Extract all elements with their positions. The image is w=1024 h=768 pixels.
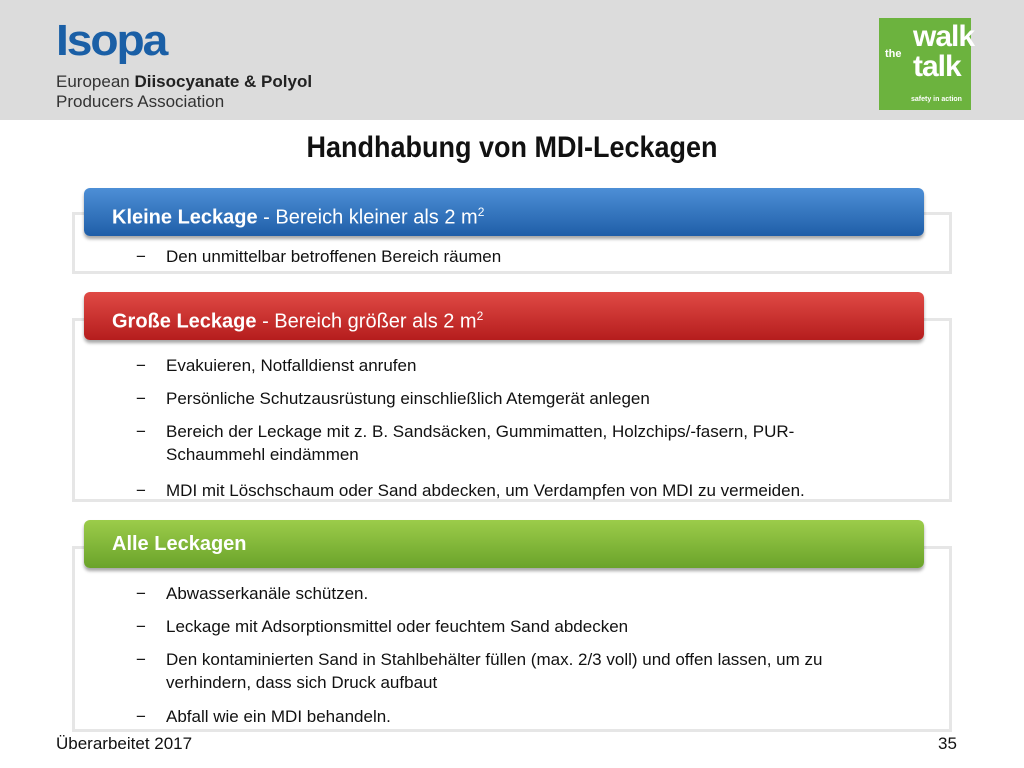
section-heading-bold: Große Leckage bbox=[112, 310, 257, 333]
slide-title: Handhabung von MDI-Leckagen bbox=[306, 130, 718, 164]
list-item-text: MDI mit Löschschaum oder Sand abdecken, um Verdampfen von MDI zu vermeiden. bbox=[166, 481, 805, 500]
list-item bbox=[136, 420, 876, 466]
dash-marker: − bbox=[136, 481, 146, 500]
isopa-logo: Isopa bbox=[56, 16, 167, 65]
badge-the: the bbox=[885, 48, 902, 60]
org-name-prefix: European bbox=[56, 72, 135, 91]
dash-marker: − bbox=[136, 247, 146, 266]
dash-marker: − bbox=[136, 356, 146, 375]
list-item-text: Abwasserkanäle schützen. bbox=[166, 584, 369, 603]
walk-the-talk-logo bbox=[879, 18, 975, 110]
section-heading-bold: Alle Leckagen bbox=[112, 533, 247, 555]
dash-marker: − bbox=[136, 617, 146, 636]
dash-marker: − bbox=[136, 389, 146, 408]
list-item bbox=[136, 582, 876, 605]
list-item-text: Bereich der Leckage mit z. B. Sandsäcken, Gummimatten, Holzchips/-fasern, PUR-Schaummehl eindämmen bbox=[166, 422, 795, 464]
org-name-line1 bbox=[56, 72, 312, 92]
section-large-leak-header bbox=[84, 292, 924, 340]
dash-marker: − bbox=[136, 707, 146, 726]
section-all-leaks-header bbox=[84, 520, 924, 568]
section-small-leak-header bbox=[84, 188, 924, 236]
badge-tagline: safety in action bbox=[911, 96, 962, 103]
org-name-line2: Producers Association bbox=[56, 92, 225, 111]
badge-talk: talk bbox=[913, 50, 961, 83]
dash-marker: − bbox=[136, 584, 146, 603]
dash-marker: − bbox=[136, 422, 146, 441]
list-item-text: Abfall wie ein MDI behandeln. bbox=[166, 707, 391, 726]
list-item bbox=[136, 648, 876, 694]
list-item-text: Persönliche Schutzausrüstung einschließlich Atemgerät anlegen bbox=[166, 389, 650, 408]
section-heading-rest: - Bereich kleiner als 2 m bbox=[257, 206, 478, 229]
section-heading-rest: - Bereich größer als 2 m bbox=[256, 310, 477, 333]
page-number: 35 bbox=[938, 734, 957, 753]
section-heading-sup: 2 bbox=[477, 205, 485, 219]
header-band bbox=[0, 0, 1024, 120]
section-large-leak-box bbox=[72, 318, 952, 502]
list-item-text: Den kontaminierten Sand in Stahlbehälter füllen (max. 2/3 voll) und offen lassen, um zu verhindern, dass sich Druck aufbaut bbox=[166, 650, 823, 692]
list-item bbox=[136, 354, 876, 377]
org-name-bold: Diisocyanate & Polyol bbox=[134, 72, 313, 91]
list-item bbox=[136, 479, 876, 502]
section-heading-bold: Kleine Leckage bbox=[112, 206, 258, 229]
list-item-text: Evakuieren, Notfalldienst anrufen bbox=[166, 356, 417, 375]
list-item bbox=[136, 615, 876, 638]
list-item-text: Leckage mit Adsorptionsmittel oder feuchtem Sand abdecken bbox=[166, 617, 629, 636]
list-item-text: Den unmittelbar betroffenen Bereich räumen bbox=[166, 247, 502, 266]
list-item bbox=[136, 387, 876, 410]
section-heading-sup: 2 bbox=[476, 309, 484, 323]
dash-marker: − bbox=[136, 650, 146, 669]
list-item bbox=[136, 705, 876, 728]
badge-walk: walk bbox=[913, 20, 975, 53]
footer-revision: Überarbeitet 2017 bbox=[56, 734, 193, 753]
list-item bbox=[136, 245, 876, 268]
